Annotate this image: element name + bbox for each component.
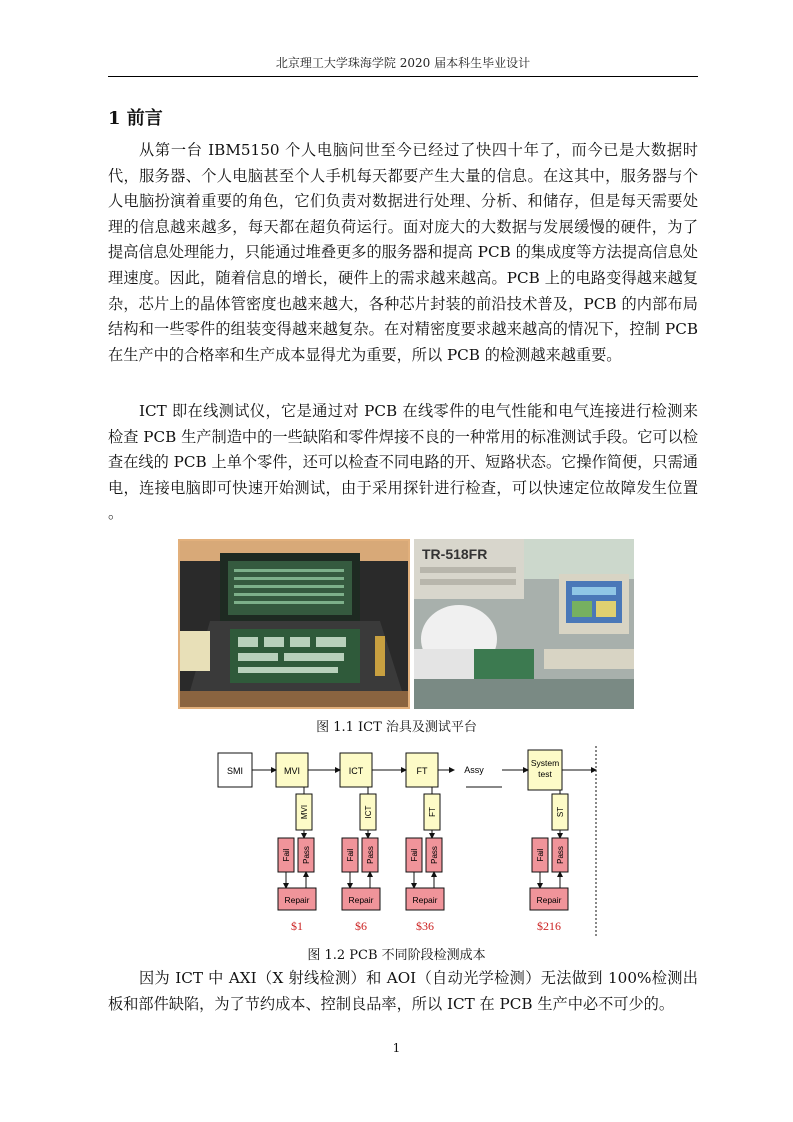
- paragraph-intro: 从第一台 IBM5150 个人电脑问世至今已经过了快四十年了，而今已是大数据时代，服务器、个人电脑甚至个人手机每天都要产生大量的信息。在这其中，服务器与个人电脑扮演着重要的角色，它们负责对数据进行处理、分析、和储存，但是每天需要处理的信息越来越多，每天都在超负荷运行。面对庞大的大数据与发展缓慢的硬件，为了提高信息处理能力，只能通过堆叠更多的服务器和提高 PCB 的集成度等方法提高信息处理速度。因此，随着信息的增长，硬件上的需求越来越高。PCB 上的电路变得越来越复杂，芯片上的晶体管密度也越来越大，各种芯片封装的前沿技术普及，PCB 的内部布局结构和一些零件的组装变得越来越复杂。在对精密度要求越来越高的情况下，控制 PCB 在生产中的合格率和生产成本显得尤为重要，所以 PCB 的检测越来越重要。: [108, 141, 698, 364]
- fail-label-1: Fail: [282, 848, 291, 862]
- inspect-st-label: ST: [556, 806, 565, 818]
- cost-3: $36: [416, 919, 434, 933]
- fail-label-2: Fail: [346, 848, 355, 862]
- page-number: 1: [392, 1041, 401, 1055]
- inspect-ft-label: FT: [428, 807, 437, 817]
- pass-label-2: Pass: [366, 846, 375, 864]
- figure-cost-flowchart: [212, 742, 602, 938]
- pass-label-4: Pass: [556, 846, 565, 864]
- cost-4: $216: [537, 919, 561, 933]
- cost-1: $1: [291, 919, 303, 933]
- repair-label-2: Repair: [348, 895, 374, 905]
- paragraph-axi-aoi: 因为 ICT 中 AXI（X 射线检测）和 AOI（自动光学检测）无法做到 100%检测出板和部件缺陷，为了节约成本、控制良品率，所以 ICT 在 PCB 生产中必不可少的。: [108, 969, 698, 1013]
- stage-ict-label: ICT: [348, 766, 364, 776]
- stage-ft-label: FT: [416, 766, 428, 776]
- cost-2: $6: [355, 919, 367, 933]
- stage-system-label: System: [530, 758, 560, 768]
- section-heading: 1 前言: [108, 108, 163, 129]
- stage-mvi-label: MVI: [283, 766, 301, 776]
- figure1-caption: 图 1.1 ICT 治具及测试平台: [316, 720, 477, 735]
- header-rule: [108, 76, 698, 77]
- fail-label-4: Fail: [536, 848, 545, 862]
- stage-assy-label: Assy: [464, 765, 484, 775]
- running-header: 北京理工大学珠海学院 2020 届本科生毕业设计: [275, 56, 531, 70]
- repair-label-1: Repair: [284, 895, 310, 905]
- inspect-mvi-label: MVI: [300, 804, 309, 820]
- stage-smi-label: SMI: [226, 766, 244, 776]
- machine-label: TR-518FR: [422, 546, 488, 562]
- test-platform-photo: [414, 539, 634, 709]
- figure-ict-photos: [178, 539, 634, 709]
- pass-label-3: Pass: [430, 846, 439, 864]
- pass-label-1: Pass: [302, 846, 311, 864]
- paragraph-ict: ICT 即在线测试仪，它是通过对 PCB 在线零件的电气性能和电气连接进行检测来检查 PCB 生产制造中的一些缺陷和零件焊接不良的一种常用的标准测试手段。它可以检查在线的 PCB 上单个零件，还可以检查不同电路的开、短路状态。它操作简便，只需通电，连接电脑即可快速开始测试，由于采用探针进行检查，可以快速定位故障发生位置 。: [108, 402, 698, 523]
- figure2-caption: 图 1.2 PCB 不同阶段检测成本: [307, 948, 486, 963]
- inspect-ict-label: ICT: [364, 805, 373, 819]
- stage-test-label: test: [538, 769, 552, 779]
- repair-label-4: Repair: [536, 895, 562, 905]
- repair-label-3: Repair: [412, 895, 438, 905]
- ict-fixture-photo: [178, 539, 410, 709]
- fail-label-3: Fail: [410, 848, 419, 862]
